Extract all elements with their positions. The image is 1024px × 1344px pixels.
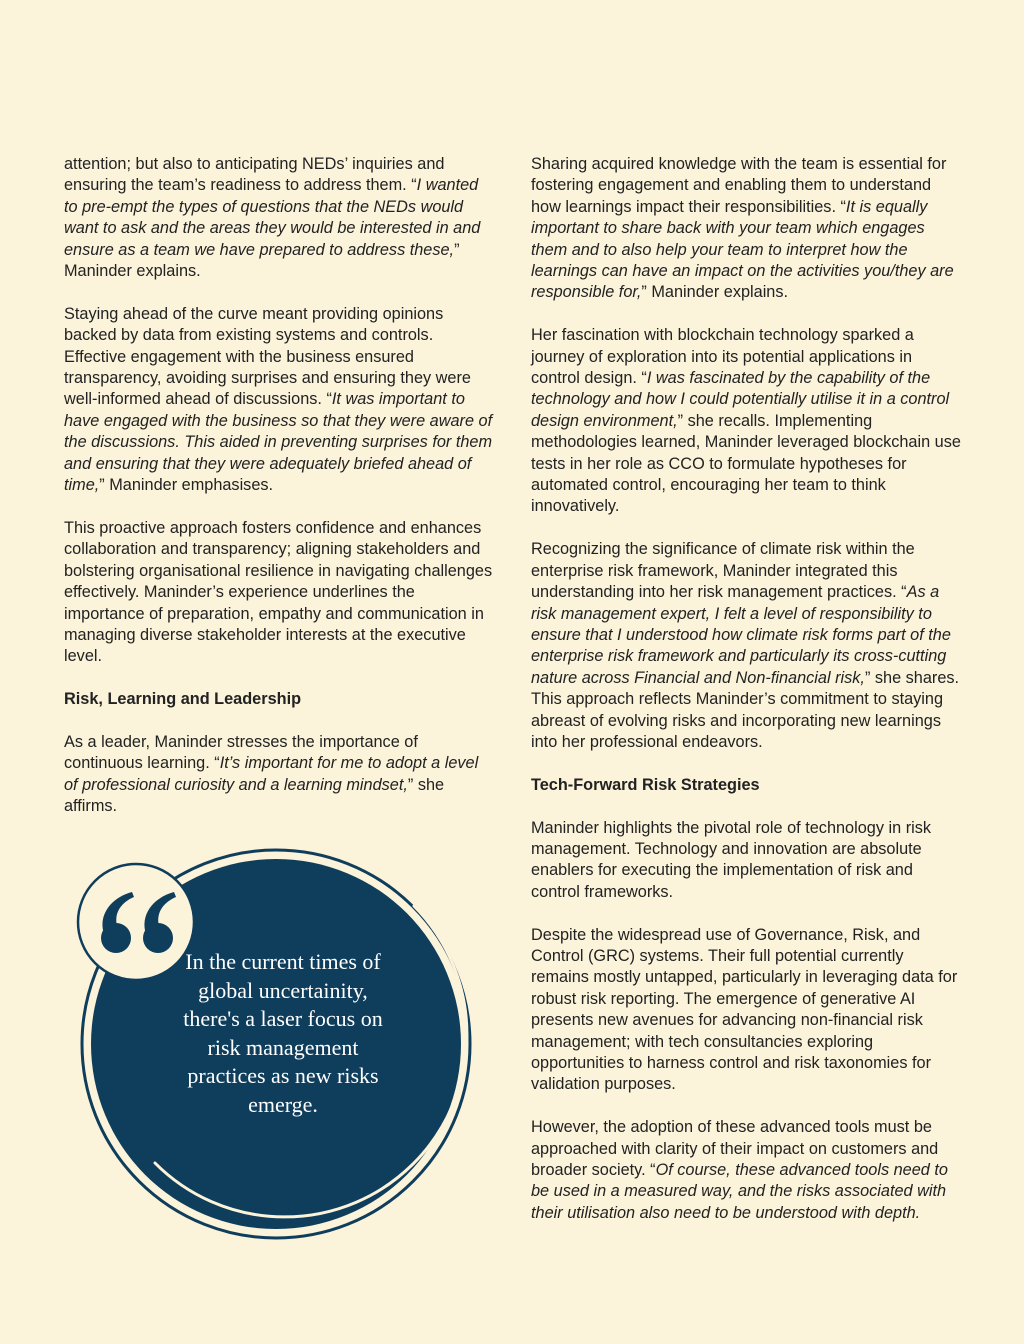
left-column bbox=[64, 154, 496, 839]
paragraph: Maninder highlights the pivotal role of technology in risk management. Technology and innovation are absolute enablers for executing the implementation of risk and control frameworks. bbox=[531, 818, 932, 901]
section-heading: Risk, Learning and Leadership bbox=[64, 690, 302, 709]
paragraph: However, the adoption of these advanced tools must be approached with clarity of their impact on customers and broader society. “Of course, these advanced tools need to be used in a measured way, and the risks associated with their utilisation also need to be understood with depth. bbox=[531, 1118, 948, 1222]
pull-quote bbox=[76, 846, 476, 1246]
paragraph: attention; but also to anticipating NEDs’ inquiries and ensuring the team’s readiness to address them. “I wanted to pre-empt the types of questions that the NEDs would want to ask and the areas they would be interested in and ensure as a team we have prepared to address these,” Maninder explains. bbox=[64, 155, 481, 281]
pull-quote-text: In the current times of global uncertainity, there's a laser focus on risk management practices as new risks emerge. bbox=[183, 949, 383, 1117]
right-column bbox=[531, 154, 963, 1246]
paragraph: Staying ahead of the curve meant providing opinions backed by data from existing systems and controls. Effective engagement with the business ensured transparency, avoiding surprises and ensuring they were well-informed ahead of discussions. “It was important to have engaged with the business so that they were aware of the discussions. This aided in preventing surprises for them and ensuring that they were adequately briefed ahead of time,” Maninder emphasises. bbox=[64, 304, 493, 495]
paragraph: This proactive approach fosters confidence and enhances collaboration and transparency; aligning stakeholders and bolstering organisational resilience in navigating challenges effectively. Maninder’s experience underlines the importance of preparation, empathy and communication in managing diverse stakeholder interests at the executive level. bbox=[64, 518, 493, 666]
paragraph: Her fascination with blockchain technology sparked a journey of exploration into its potential applications in control design. “I was fascinated by the capability of the technology and how I could potentially utilise it in a control design environment,” she recalls. Implementing methodologies learned, Maninder leveraged blockchain use tests in her role as CCO to formulate hypotheses for automated control, encouraging her team to think innovatively. bbox=[531, 326, 961, 516]
paragraph: Despite the widespread use of Governance, Risk, and Control (GRC) systems. Their full potential currently remains mostly untapped, particularly in leveraging data for robust risk reporting. The emergence of generative AI presents new avenues for advancing non-financial risk management; with tech consultancies exploring opportunities to harness control and risk taxonomies for validation purposes. bbox=[531, 925, 958, 1094]
section-heading: Tech-Forward Risk Strategies bbox=[531, 775, 760, 794]
paragraph: Recognizing the significance of climate risk within the enterprise risk framework, Maninder integrated this understanding into her risk management practices. “As a risk management expert, I felt a level of responsibility to ensure that I understood how climate risk forms part of the enterprise risk framework and particularly its cross-cutting nature across Financial and Non-financial risk,” she shares. This approach reflects Maninder’s commitment to staying abreast of evolving risks and incorporating new learnings into her professional endeavors. bbox=[531, 540, 960, 751]
paragraph: As a leader, Maninder stresses the importance of continuous learning. “It’s important for me to adopt a level of professional curiosity and a learning mindset,” she affirms. bbox=[64, 732, 479, 816]
paragraph: Sharing acquired knowledge with the team is essential for fostering engagement and enabling them to understand how learnings impact their responsibilities. “It is equally important to share back with your team which engages them and to also help your team to interpret how the learnings can have an impact on the activities you/they are responsible for,” Maninder explains. bbox=[531, 155, 954, 302]
